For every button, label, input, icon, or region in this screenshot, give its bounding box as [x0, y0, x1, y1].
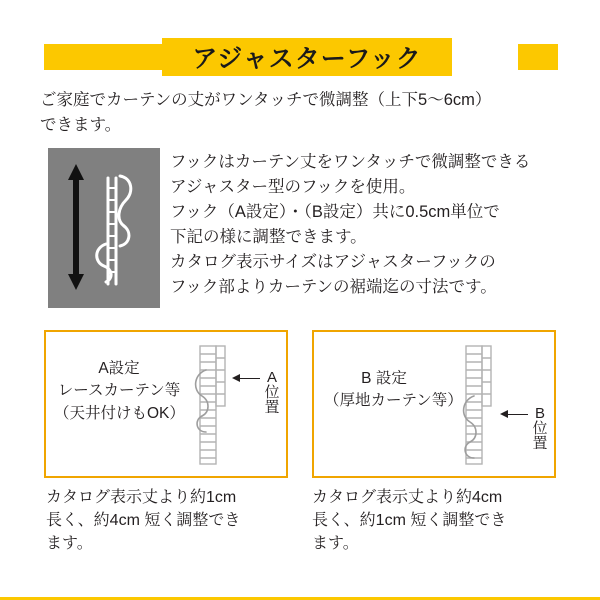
caption-a-line-3: ます。	[46, 535, 93, 553]
caption-b-line-1: カタログ表示丈より約4cm	[312, 489, 503, 506]
position-label-a-char-3: 置	[264, 399, 280, 416]
hook-b-illustration	[442, 340, 514, 472]
caption-a-line-1: カタログ表示丈より約1cm	[46, 489, 237, 506]
caption-a	[46, 486, 296, 556]
title-banner	[44, 38, 558, 76]
description-line-2: アジャスター型のフックを使用。	[170, 178, 416, 197]
setting-a-label-line-2: レースカーテン等	[57, 382, 181, 400]
setting-a-label-line-1: A設定	[98, 360, 140, 377]
setting-boxes	[44, 330, 556, 478]
setting-a-label	[54, 358, 184, 425]
setting-b-label-line-1: B 設定	[361, 370, 407, 387]
description-line-5: カタログ表示サイズはアジャスターフックの	[170, 253, 496, 272]
description-line-1: フックはカーテン丈をワンタッチで微調整できる	[170, 153, 531, 171]
page-title: アジャスターフック	[192, 45, 422, 73]
position-label-b-char-1: B	[534, 405, 545, 422]
adjuster-hook-photo	[48, 148, 160, 308]
lead-paragraph	[40, 88, 570, 138]
hook-a-illustration	[176, 340, 246, 472]
caption-b-line-3: ます。	[312, 535, 359, 553]
title-left-tab	[44, 44, 174, 70]
lead-line-1: ご家庭でカーテンの丈がワンタッチで微調整（上下5〜6cm）	[40, 91, 492, 109]
lead-line-2: できます。	[40, 115, 122, 134]
position-arrow-a-head	[232, 374, 240, 382]
setting-b-label-line-2: （厚地カーテン等）	[324, 392, 463, 410]
setting-box-a	[44, 330, 288, 478]
setting-b-label	[324, 368, 463, 413]
caption-b-line-2: 長く、約1cm 短く調整でき	[312, 512, 507, 530]
description-text	[170, 150, 570, 300]
position-label-b-char-3: 置	[532, 435, 548, 452]
position-arrow-a-line	[238, 378, 260, 379]
hook-photo-illustration	[48, 148, 160, 308]
caption-a-line-2: 長く、約4cm 短く調整でき	[46, 512, 241, 530]
description-line-3: フック（A設定）・（B設定）共に0.5cm単位で	[170, 203, 500, 222]
description-line-4: 下記の様に調整できます。	[170, 228, 367, 247]
position-arrow-b-line	[506, 414, 528, 415]
setting-a-label-line-3: （天井付けもOK）	[54, 404, 185, 422]
position-label-a-char-2: 位	[264, 384, 280, 401]
position-arrow-b-head	[500, 410, 508, 418]
description-line-6: フック部よりカーテンの裾端迄の寸法です。	[170, 278, 497, 297]
position-label-a	[264, 370, 280, 415]
setting-box-b	[312, 330, 556, 478]
title-right-tab	[518, 44, 558, 70]
position-label-b-char-2: 位	[532, 420, 548, 437]
caption-b	[312, 486, 562, 556]
position-label-a-char-1: A	[266, 369, 277, 386]
title-box	[162, 38, 452, 76]
position-label-b	[532, 406, 548, 451]
